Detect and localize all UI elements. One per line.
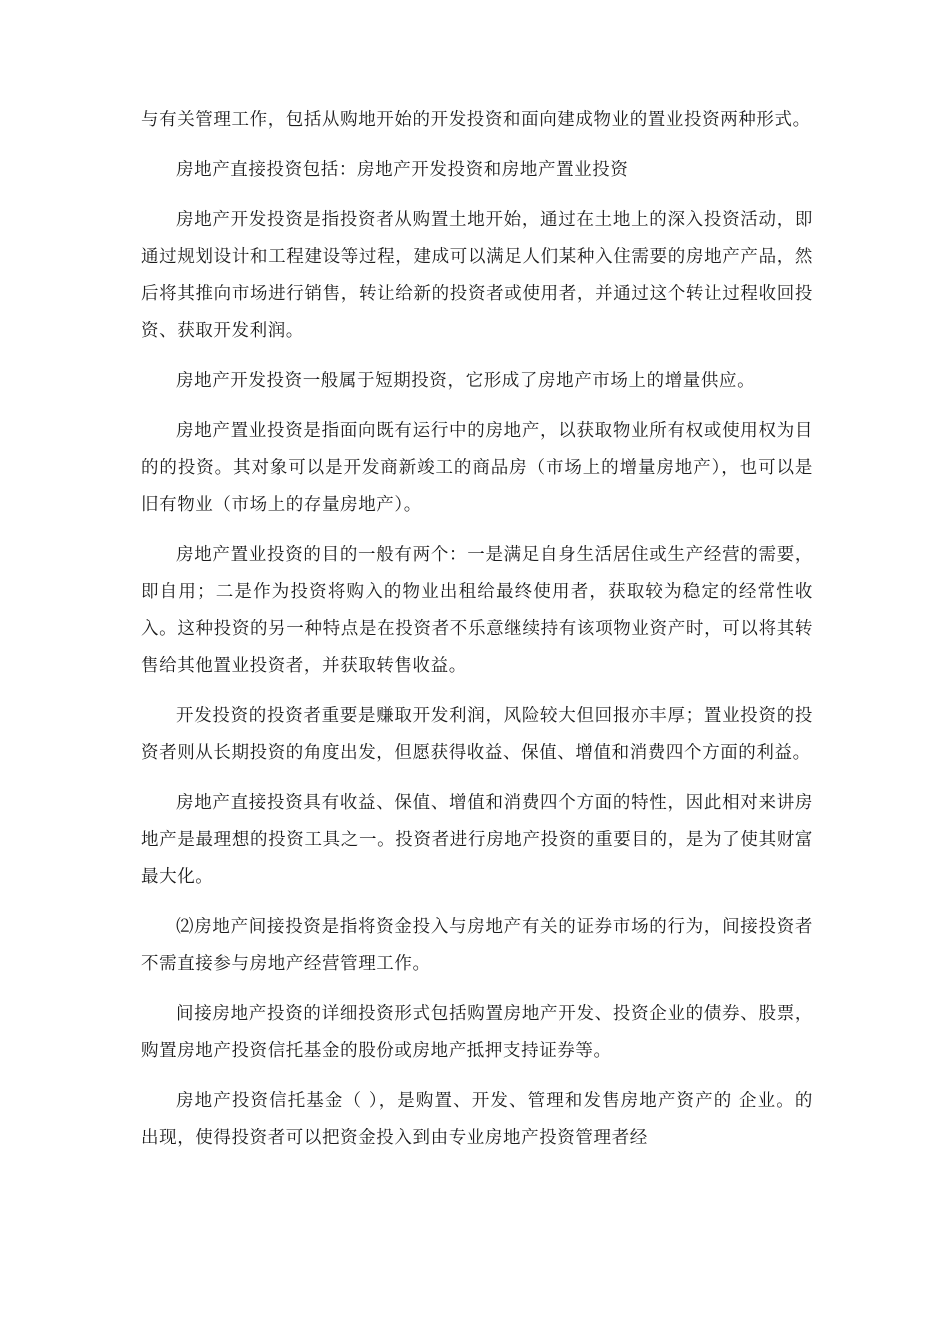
document-body [141, 102, 813, 1170]
paragraph-6: 房地产置业投资的目的一般有两个：一是满足自身生活居住或生产经营的需要，即自用；二是作为投资将购入的物业出租给最终使用者，获取较为稳定的经常性收入。这种投资的另一种特点是在投资者不乐意继续持有该项物业资产时，可以将其转售给其他置业投资者，并获取转售收益。 [141, 545, 813, 676]
paragraph-1: 与有关管理工作，包括从购地开始的开发投资和面向建成物业的置业投资两种形式。 [141, 110, 811, 130]
paragraph-5: 房地产置业投资是指面向既有运行中的房地产，以获取物业所有权或使用权为目的的投资。其对象可以是开发商新竣工的商品房（市场上的增量房地产），也可以是旧有物业（市场上的存量房地产）。 [141, 421, 813, 515]
paragraph-7: 开发投资的投资者重要是赚取开发利润，风险较大但回报亦丰厚；置业投资的投资者则从长期投资的角度出发，但愿获得收益、保值、增值和消费四个方面的利益。 [141, 706, 813, 763]
paragraph-10: 间接房地产投资的详细投资形式包括购置房地产开发、投资企业的债券、股票，购置房地产投资信托基金的股份或房地产抵押支持证券等。 [141, 1004, 813, 1061]
paragraph-8: 房地产直接投资具有收益、保值、增值和消费四个方面的特性，因此相对来讲房地产是最理想的投资工具之一。投资者进行房地产投资的重要目的，是为了使其财富最大化。 [141, 793, 813, 887]
paragraph-11: 房地产投资信托基金（ ），是购置、开发、管理和发售房地产资产的 企业。的出现，使得投资者可以把资金投入到由专业房地产投资管理者经 [141, 1091, 813, 1148]
paragraph-9: ⑵房地产间接投资是指将资金投入与房地产有关的证券市场的行为，间接投资者不需直接参与房地产经营管理工作。 [141, 917, 813, 974]
paragraph-3: 房地产开发投资是指投资者从购置土地开始，通过在土地上的深入投资活动，即通过规划设计和工程建设等过程，建成可以满足人们某种入住需要的房地产产品，然后将其推向市场进行销售，转让给新的投资者或使用者，并通过这个转让过程收回投资、获取开发利润。 [141, 210, 813, 341]
paragraph-4: 房地产开发投资一般属于短期投资，它形成了房地产市场上的增量供应。 [176, 371, 756, 391]
paragraph-2: 房地产直接投资包括：房地产开发投资和房地产置业投资 [176, 160, 629, 180]
